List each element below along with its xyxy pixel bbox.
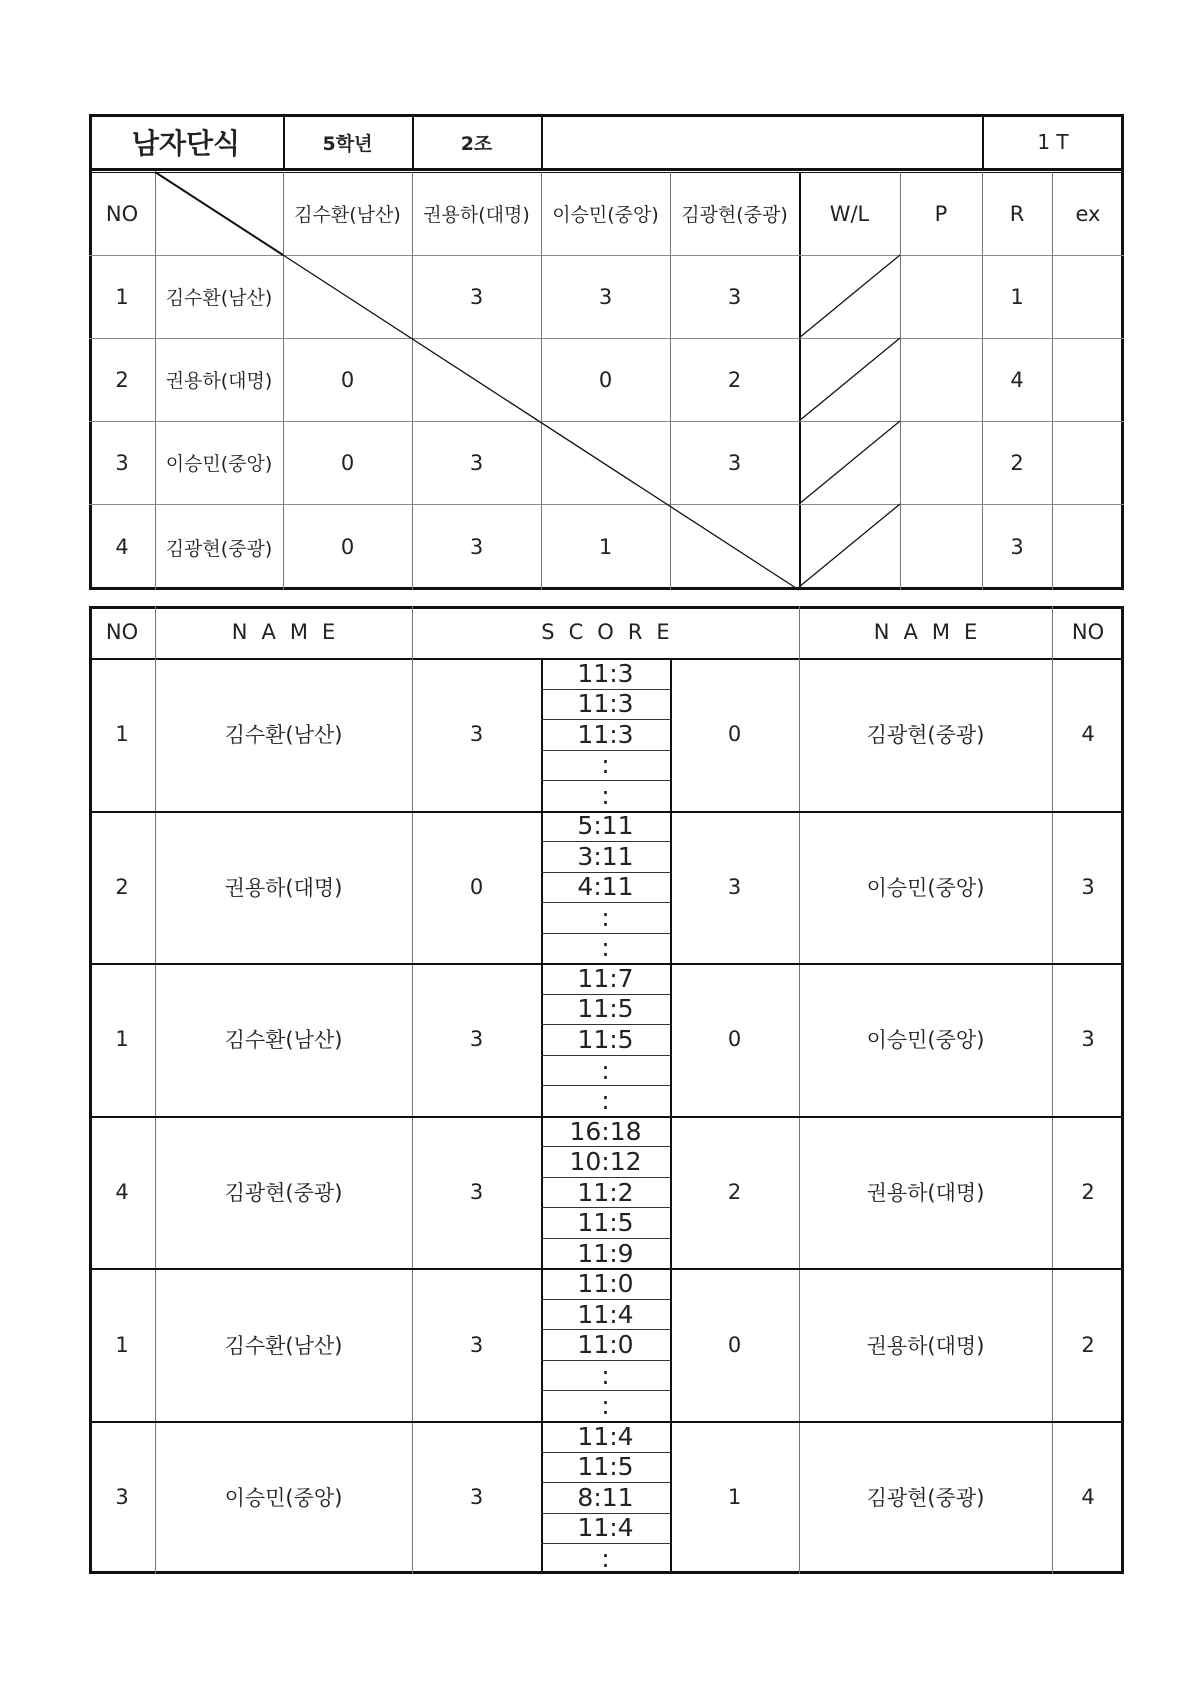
row-no: 4 — [115, 535, 129, 559]
match-name-left: 김수환(남산) — [224, 1028, 343, 1053]
game-score: 11:3 — [577, 658, 634, 688]
header-no-right: NO — [1071, 620, 1105, 644]
result-cell: 3 — [727, 450, 742, 475]
game-score: 11:2 — [577, 1177, 634, 1207]
game-score: 11:5 — [577, 994, 634, 1024]
game-score: 11:5 — [577, 1208, 634, 1238]
match-name-left: 김수환(남산) — [224, 1333, 343, 1358]
result-cell: 3 — [469, 284, 484, 309]
match-sets-right: 3 — [727, 874, 742, 899]
result-cell: 2 — [727, 367, 742, 392]
row-player-name: 김수환(남산) — [165, 287, 273, 309]
col-player-4: 김광현(중광) — [681, 204, 788, 226]
row-player-name: 이승민(중앙) — [165, 453, 273, 475]
col-p: P — [934, 201, 948, 226]
header-no-left: NO — [105, 620, 139, 644]
game-score: 11:9 — [577, 1238, 634, 1268]
match-sets-left: 3 — [469, 1027, 484, 1052]
result-cell: 0 — [340, 367, 355, 392]
match-name-right: 이승민(중앙) — [866, 875, 985, 900]
game-score: 11:5 — [577, 1452, 634, 1482]
match-no-left: 1 — [115, 722, 129, 747]
match-sets-right: 0 — [727, 722, 742, 747]
col-player-3: 이승민(중앙) — [552, 204, 659, 226]
match-no-left: 4 — [115, 1180, 129, 1205]
game-score: 11:4 — [577, 1421, 634, 1451]
col-r: R — [1009, 201, 1025, 226]
col-wl: W/L — [829, 201, 870, 226]
result-cell: 0 — [340, 535, 355, 559]
match-name-right: 권용하(대명) — [866, 1181, 985, 1206]
result-cell: 3 — [727, 284, 742, 309]
game-score: 11:0 — [577, 1269, 634, 1299]
match-name-right: 김광현(중광) — [866, 1486, 985, 1511]
table-number: 1 T — [1037, 130, 1069, 154]
match-sets-left: 0 — [469, 874, 484, 899]
rank-cell: 1 — [1010, 284, 1024, 309]
game-score: : — [601, 1055, 610, 1085]
game-score: 11:4 — [577, 1513, 634, 1543]
match-sets-right: 2 — [727, 1180, 742, 1205]
match-sets-right: 0 — [727, 1027, 742, 1052]
game-score: 11:3 — [577, 719, 634, 749]
result-cell: 1 — [598, 535, 613, 559]
game-score: 11:3 — [577, 689, 634, 719]
match-sets-right: 1 — [727, 1485, 742, 1510]
row-no: 3 — [115, 450, 129, 475]
result-cell: 3 — [598, 284, 613, 309]
match-no-right: 3 — [1081, 874, 1095, 899]
game-score: : — [601, 780, 610, 810]
match-sets-right: 0 — [727, 1332, 742, 1357]
match-no-right: 2 — [1081, 1332, 1095, 1357]
game-score: : — [601, 1086, 610, 1116]
game-score: 11:4 — [577, 1299, 634, 1329]
game-score: 10:12 — [569, 1147, 642, 1177]
game-score: : — [601, 933, 610, 963]
match-name-left: 김수환(남산) — [224, 723, 343, 748]
header-score: SCORE — [541, 620, 684, 644]
match-name-left: 권용하(대명) — [224, 875, 343, 900]
game-score: 11:5 — [577, 1024, 634, 1054]
game-score: 11:0 — [577, 1330, 634, 1360]
match-no-left: 1 — [115, 1332, 129, 1357]
game-score: 8:11 — [577, 1482, 634, 1512]
grade-label: 5학년 — [322, 132, 373, 155]
match-no-right: 2 — [1081, 1180, 1095, 1205]
header-name-right: NAME — [873, 620, 992, 644]
game-score: : — [601, 1543, 610, 1573]
rank-cell: 3 — [1010, 535, 1024, 559]
rank-cell: 2 — [1010, 450, 1024, 475]
event-title: 남자단식 — [131, 127, 241, 160]
match-no-right: 4 — [1081, 1485, 1095, 1510]
row-player-name: 김광현(중광) — [165, 537, 273, 560]
match-name-right: 김광현(중광) — [866, 723, 985, 748]
col-player-2: 권용하(대명) — [423, 204, 530, 226]
match-sets-left: 3 — [469, 1332, 484, 1357]
match-sets-left: 3 — [469, 1485, 484, 1510]
result-cell: 3 — [469, 450, 484, 475]
match-name-right: 이승민(중앙) — [866, 1028, 985, 1053]
game-score: : — [601, 1360, 610, 1390]
match-sets-left: 3 — [469, 722, 484, 747]
result-cell: 0 — [340, 450, 355, 475]
match-sets-left: 3 — [469, 1180, 484, 1205]
game-score: 3:11 — [577, 841, 634, 871]
col-ex: ex — [1075, 201, 1101, 226]
match-name-left: 김광현(중광) — [224, 1181, 343, 1206]
match-no-left: 1 — [115, 1027, 129, 1052]
result-cell: 0 — [598, 367, 613, 392]
match-no-left: 2 — [115, 874, 129, 899]
game-score: 4:11 — [577, 872, 634, 902]
game-score: 16:18 — [569, 1116, 642, 1146]
group-label: 2조 — [460, 132, 493, 155]
game-score: : — [601, 902, 610, 932]
result-cell: 3 — [469, 535, 484, 559]
game-score: : — [601, 1391, 610, 1421]
match-no-right: 4 — [1081, 722, 1095, 747]
rank-cell: 4 — [1010, 367, 1024, 392]
header-name-left: NAME — [231, 620, 350, 644]
match-name-left: 이승민(중앙) — [224, 1486, 343, 1511]
col-no: NO — [105, 201, 139, 226]
row-no: 1 — [115, 284, 129, 309]
match-name-right: 권용하(대명) — [866, 1333, 985, 1358]
game-score: : — [601, 750, 610, 780]
col-player-1: 김수환(남산) — [294, 204, 401, 226]
match-no-left: 3 — [115, 1485, 129, 1510]
row-no: 2 — [115, 367, 129, 392]
game-score: 5:11 — [577, 811, 634, 841]
match-no-right: 3 — [1081, 1027, 1095, 1052]
game-score: 11:7 — [577, 963, 634, 993]
row-player-name: 권용하(대명) — [165, 370, 273, 392]
